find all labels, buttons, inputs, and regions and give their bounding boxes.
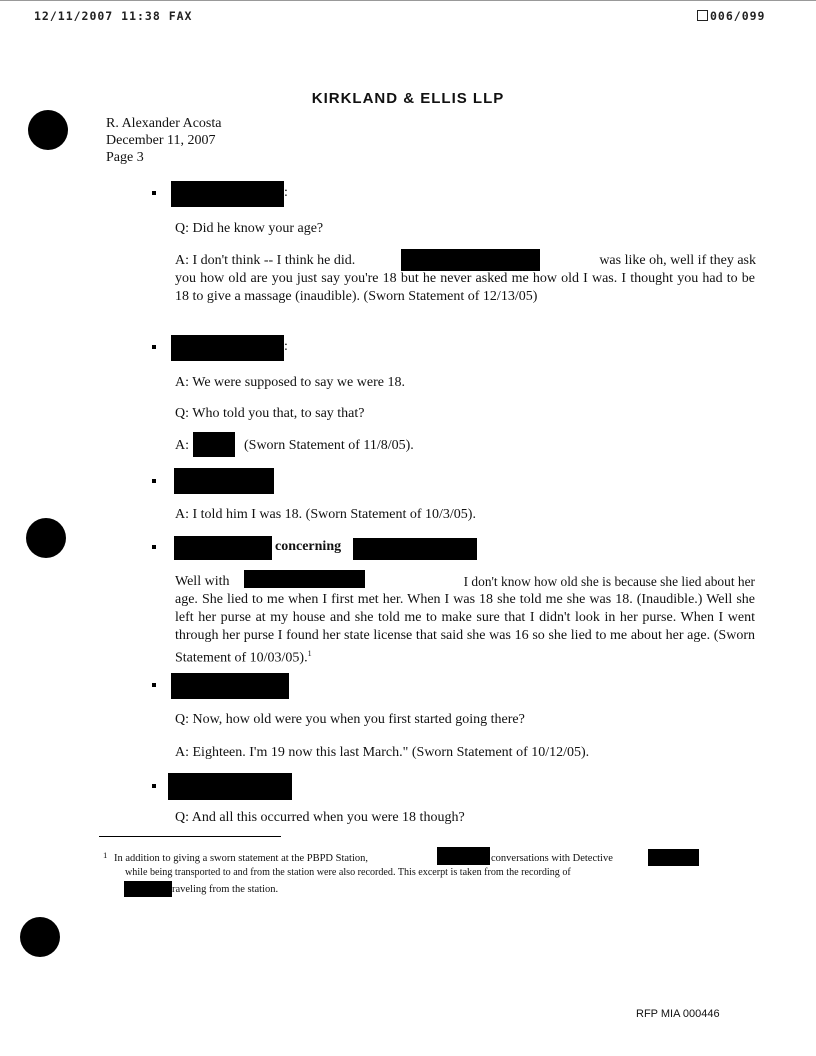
redaction-block [174,536,272,560]
section-label: concerning [275,539,342,554]
redaction-block [168,773,292,800]
bullet [152,479,156,483]
answer-prefix: A: [175,438,189,453]
paragraph-text: age. She lied to me when I first met her. When I was 18 she told me she was 18. (Inaudible.) Well she left her purse at my house and she told me to make sure that I didn't look in her purse. When I went through her purse I found her state license that said she was 16 so she lied to me about her age. (Sworn Statement of 10/03/05). [175,592,755,666]
footnote-text: raveling from the station. [172,884,279,895]
question-text: Q: Who told you that, to say that? [175,406,365,421]
redaction-block [437,847,490,865]
answer-text: A: We were supposed to say we were 18. [175,375,405,390]
redaction-block [171,181,284,207]
bullet [152,545,156,549]
redaction-block [171,673,289,699]
redaction-block [353,538,477,560]
answer-paragraph: you how old are you just say you're 18 but he never asked me how old I was. I thought you had to be 18 to give a massage (inaudible). (Sworn Statement of 12/13/05) [175,271,755,304]
paragraph-text: I don't know how old she is because she lied about her [463,574,755,589]
redaction-block [171,335,284,361]
punch-hole-top [28,110,68,150]
page-label: Page 3 [106,150,144,165]
footnote-number [103,849,107,867]
bates-number: RFP MIA 000446 [636,1008,720,1020]
answer-text: A: I don't think -- I think he did. [175,253,356,268]
fax-timestamp: 12/11/2007 11:38 FAX [34,9,193,23]
answer-text: A: Eighteen. I'm 19 now this last March." (Sworn Statement of 10/12/05). [175,745,590,760]
redaction-block [401,249,540,271]
colon: : [284,339,288,354]
bullet [152,191,156,195]
redaction-block [124,881,172,897]
fax-page-counter [697,9,765,23]
paragraph-body [175,591,755,668]
recipient-name: R. Alexander Acosta [106,116,222,131]
answer-text: A: I told him I was 18. (Sworn Statement of 10/3/05). [175,507,476,522]
fax-icon [697,10,708,21]
letter-date: December 11, 2007 [106,133,216,148]
bullet [152,784,156,788]
question-text: Q: Now, how old were you when you first started going there? [175,712,525,727]
fax-page-number: 006/099 [710,9,766,23]
letterhead-firm-name: KIRKLAND & ELLIS LLP [311,90,505,107]
paragraph-text: Well with [175,574,230,589]
footnote-text: conversations with Detective [491,853,613,864]
footnote-reference: 1 [307,649,312,658]
question-text: Q: Did he know your age? [175,221,324,236]
redaction-block [244,570,365,588]
answer-text: (Sworn Statement of 11/8/05). [244,438,414,453]
page-top-rule [0,0,816,1]
redaction-block [174,468,274,494]
footnote-text: while being transported to and from the station were also recorded. This excerpt is taken from the recording of [125,867,571,878]
punch-hole-middle [26,518,66,558]
footnote-text: In addition to giving a sworn statement at the PBPD Station, [114,853,369,864]
redaction-block [193,432,235,457]
question-text: Q: And all this occurred when you were 18 though? [175,810,465,825]
footnote-marker: 1 [103,850,108,860]
bullet [152,345,156,349]
redaction-block [648,849,699,866]
answer-text: was like oh, well if they ask [599,253,756,268]
footnote-separator [99,836,281,837]
punch-hole-bottom [20,917,60,957]
bullet [152,683,156,687]
colon: : [284,185,288,200]
